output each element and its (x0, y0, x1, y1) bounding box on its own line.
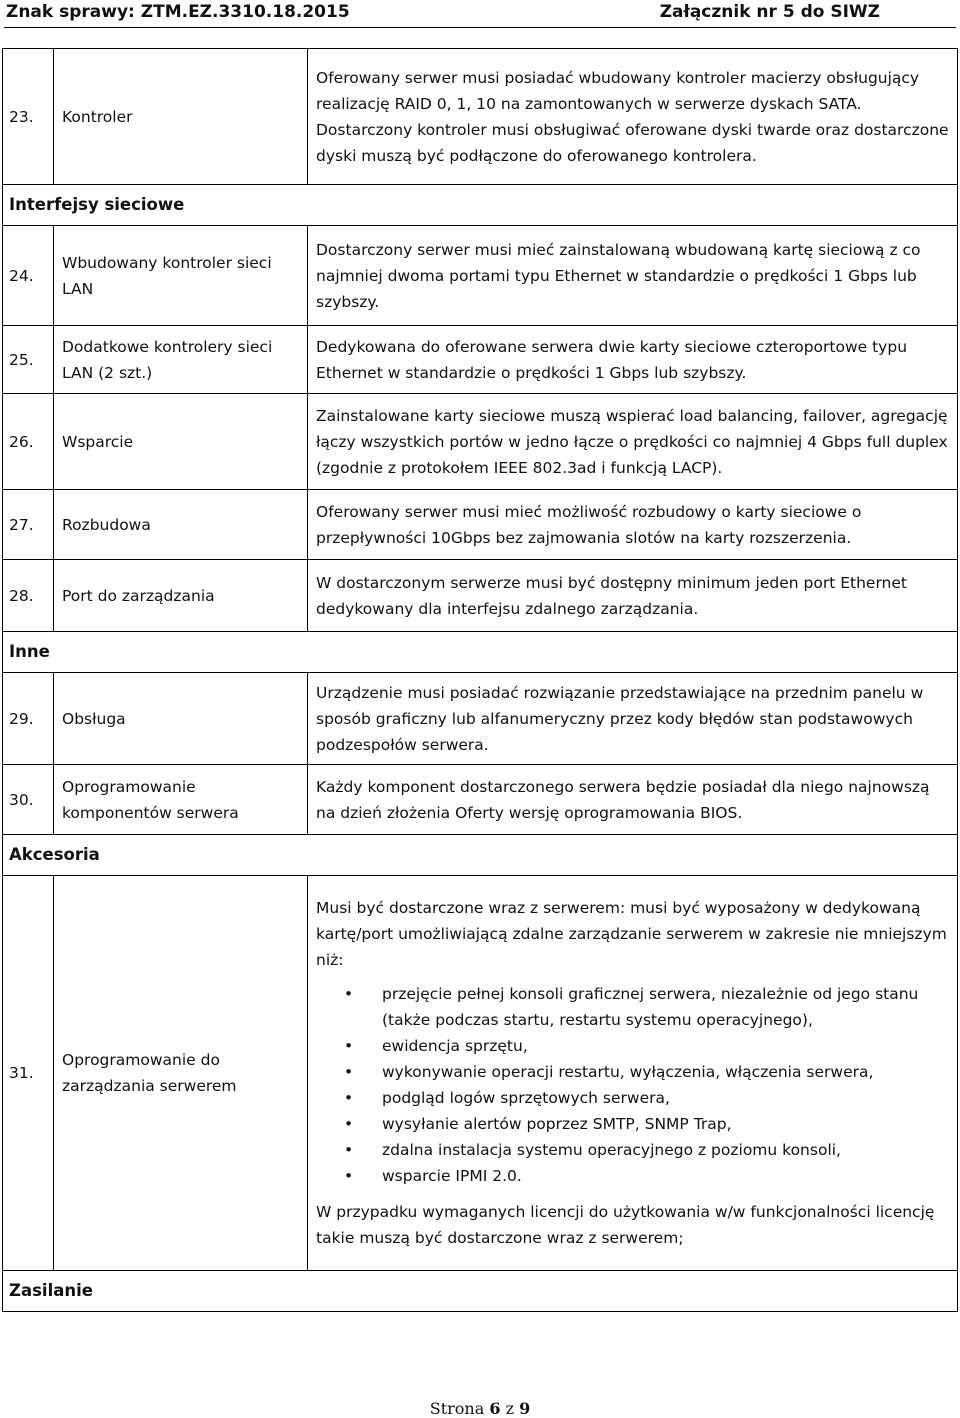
row-number: 27. (3, 490, 54, 560)
row-number: 24. (3, 226, 54, 326)
row-number: 31. (3, 876, 54, 1271)
row-requirement: Zainstalowane karty sieciowe muszą wspierać load balancing, failover, agregację łączy wszystkich portów w jedno łącze o prędkości co najmniej 4 Gbps full duplex (zgodnie z protokołem IEEE 802.3ad i funkcją LACP). (308, 394, 958, 490)
row-number: 25. (3, 326, 54, 394)
requirement-outro: W przypadku wymaganych licencji do użytkowania w/w funkcjonalności licencję takie muszą być dostarczone wraz z serwerem; (316, 1203, 935, 1247)
table-row (3, 560, 958, 632)
section-heading: Akcesoria (3, 835, 958, 876)
row-requirement: W dostarczonym serwerze musi być dostępny minimum jeden port Ethernet dedykowany dla interfejsu zdalnego zarządzania. (308, 560, 958, 632)
table-row (3, 490, 958, 560)
list-item: • ewidencja sprzętu, (316, 1033, 949, 1059)
row-parameter: Port do zarządzania (54, 560, 308, 632)
list-item: • podgląd logów sprzętowych serwera, (316, 1085, 949, 1111)
page-total: 9 (519, 1399, 531, 1418)
list-item: • zdalna instalacja systemu operacyjnego z poziomu konsoli, (316, 1137, 949, 1163)
row-number: 29. (3, 673, 54, 765)
section-heading: Zasilanie (3, 1271, 958, 1312)
row-requirement: Dedykowana do oferowane serwera dwie karty sieciowe czteroportowe typu Ethernet w standardzie o prędkości 1 Gbps lub szybszy. (308, 326, 958, 394)
row-requirement: Każdy komponent dostarczonego serwera będzie posiadał dla niego najnowszą na dzień złożenia Oferty wersję oprogramowania BIOS. (308, 765, 958, 835)
section-heading: Interfejsy sieciowe (3, 185, 958, 226)
table-row (3, 394, 958, 490)
section-row (3, 835, 958, 876)
row-number: 26. (3, 394, 54, 490)
row-requirement: Urządzenie musi posiadać rozwiązanie przedstawiające na przednim panelu w sposób graficzny lub alfanumeryczny przez kody błędów stan podstawowych podzespołów serwera. (308, 673, 958, 765)
list-item: • wsparcie IPMI 2.0. (316, 1163, 949, 1189)
page-number: 6 (489, 1399, 501, 1418)
row-parameter: Oprogramowanie do zarządzania serwerem (54, 876, 308, 1271)
row-parameter: Dodatkowe kontrolery sieci LAN (2 szt.) (54, 326, 308, 394)
row-parameter: Obsługa (54, 673, 308, 765)
row-number: 30. (3, 765, 54, 835)
table-row (3, 765, 958, 835)
table-row (3, 226, 958, 326)
row-requirement: Oferowany serwer musi posiadać wbudowany kontroler macierzy obsługujący realizację RAID 0, 1, 10 na zamontowanych w serwerze dyskach SATA. Dostarczony kontroler musi obsługiwać oferowane dyski twarde oraz dostarczone dyski muszą być podłączone do oferowanego kontrolera. (308, 49, 958, 185)
row-parameter: Wbudowany kontroler sieci LAN (54, 226, 308, 326)
row-number: 23. (3, 49, 54, 185)
list-item: • wysyłanie alertów poprzez SMTP, SNMP Trap, (316, 1111, 949, 1137)
attachment-label: Załącznik nr 5 do SIWZ (659, 2, 880, 22)
section-heading: Inne (3, 632, 958, 673)
table-row (3, 876, 958, 1271)
specification-table (2, 48, 958, 1312)
case-number: Znak sprawy: ZTM.EZ.3310.18.2015 (6, 2, 350, 22)
row-parameter: Kontroler (54, 49, 308, 185)
row-requirement: Oferowany serwer musi mieć możliwość rozbudowy o karty sieciowe o przepływności 10Gbps bez zajmowania slotów na karty rozszerzenia. (308, 490, 958, 560)
list-item: • wykonywanie operacji restartu, wyłączenia, włączenia serwera, (316, 1059, 949, 1085)
list-item: • przejęcie pełnej konsoli graficznej serwera, niezależnie od jego stanu (także podczas startu, restartu systemu operacyjnego), (316, 981, 949, 1033)
page-label: Strona (429, 1399, 485, 1418)
row-parameter: Wsparcie (54, 394, 308, 490)
section-row (3, 632, 958, 673)
table-row (3, 673, 958, 765)
page-header (4, 0, 956, 26)
requirement-list (316, 981, 949, 1189)
row-parameter: Rozbudowa (54, 490, 308, 560)
requirement-intro: Musi być dostarczone wraz z serwerem: musi być wyposażony w dedykowaną kartę/port umożliwiającą zdalne zarządzanie serwerem w zakresie nie mniejszym niż: (316, 899, 947, 969)
row-requirement (308, 876, 958, 1271)
page-footer (0, 1399, 960, 1418)
row-requirement: Dostarczony serwer musi mieć zainstalowaną wbudowaną kartę sieciową z co najmniej dwoma portami typu Ethernet w standardzie o prędkości 1 Gbps lub szybszy. (308, 226, 958, 326)
row-parameter: Oprogramowanie komponentów serwera (54, 765, 308, 835)
table-row (3, 326, 958, 394)
section-row (3, 185, 958, 226)
row-number: 28. (3, 560, 54, 632)
section-row (3, 1271, 958, 1312)
page-of: z (505, 1399, 515, 1418)
table-row (3, 49, 958, 185)
header-rule (4, 27, 956, 28)
